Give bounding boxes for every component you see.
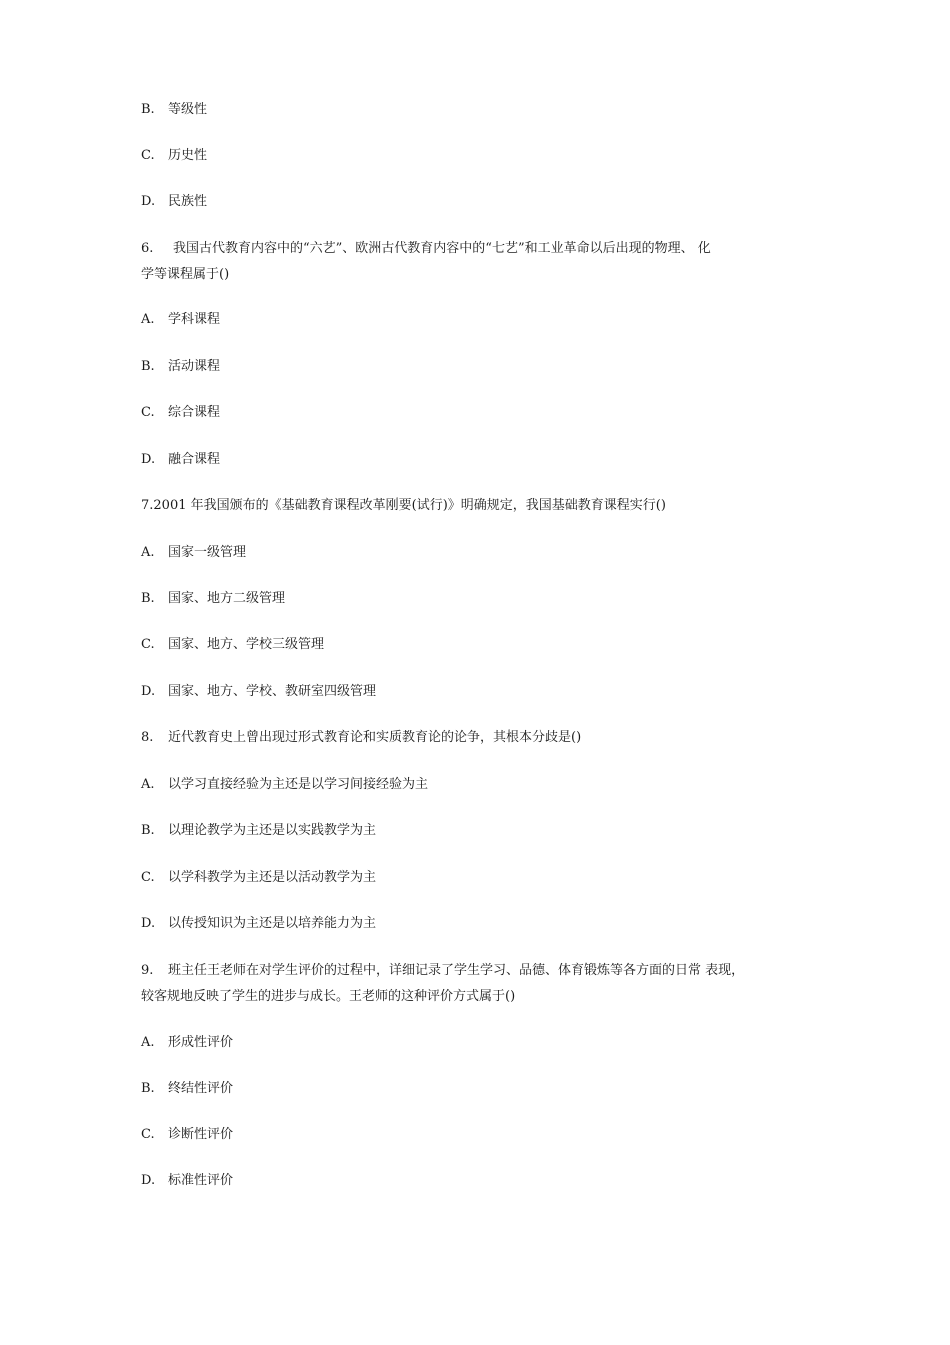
option-letter: D. bbox=[141, 684, 156, 699]
question-text: 7.2001 年我国颁布的《基础教育课程改革刚要(试行)》明确规定，我国基础教育课程实行() bbox=[141, 498, 666, 513]
option-text: 历史性 bbox=[168, 148, 208, 163]
question-text: 学等课程属于() bbox=[141, 267, 230, 282]
option-text: 形成性评价 bbox=[168, 1035, 234, 1050]
q8-option-c bbox=[141, 869, 376, 887]
q9-option-c bbox=[141, 1126, 233, 1144]
option-letter: A. bbox=[141, 777, 155, 792]
question-text: 较客规地反映了学生的进步与成长。王老师的这种评价方式属于() bbox=[141, 989, 516, 1004]
q6-option-a bbox=[141, 311, 220, 329]
option-letter: B. bbox=[141, 591, 155, 606]
q5-option-c bbox=[141, 147, 207, 165]
option-letter: A. bbox=[141, 312, 155, 327]
q8-option-d bbox=[141, 915, 376, 933]
option-text: 标准性评价 bbox=[168, 1173, 234, 1188]
q7-stem-line1 bbox=[141, 497, 666, 515]
option-text: 活动课程 bbox=[168, 359, 221, 374]
q9-stem-line2 bbox=[141, 988, 515, 1006]
option-letter: B. bbox=[141, 359, 155, 374]
option-text: 国家、地方、学校、教研室四级管理 bbox=[168, 684, 377, 699]
q9-stem-line1 bbox=[141, 962, 744, 980]
option-letter: D. bbox=[141, 452, 156, 467]
option-letter: C. bbox=[141, 405, 155, 420]
q9-option-a bbox=[141, 1034, 233, 1052]
q6-option-d bbox=[141, 451, 220, 469]
q6-stem-line1 bbox=[141, 240, 711, 258]
question-number: 9. bbox=[141, 963, 154, 978]
q9-option-d bbox=[141, 1172, 233, 1190]
option-letter: B. bbox=[141, 823, 155, 838]
option-text: 以学习直接经验为主还是以学习间接经验为主 bbox=[168, 777, 429, 792]
q6-stem-line2 bbox=[141, 266, 229, 284]
question-number: 6. bbox=[141, 241, 154, 256]
option-text: 国家、地方、学校三级管理 bbox=[168, 637, 325, 652]
q8-option-a bbox=[141, 776, 428, 794]
option-letter: B. bbox=[141, 102, 155, 117]
option-letter: B. bbox=[141, 1081, 155, 1096]
question-text: 我国古代教育内容中的“六艺”、欧洲古代教育内容中的“七艺”和工业革命以后出现的物理、 化 bbox=[173, 241, 711, 256]
option-letter: C. bbox=[141, 637, 155, 652]
option-letter: D. bbox=[141, 194, 156, 209]
option-letter: A. bbox=[141, 1035, 155, 1050]
option-text: 民族性 bbox=[168, 194, 208, 209]
q5-option-d bbox=[141, 193, 207, 211]
option-text: 国家一级管理 bbox=[168, 545, 247, 560]
option-text: 国家、地方二级管理 bbox=[168, 591, 286, 606]
q9-option-b bbox=[141, 1080, 233, 1098]
q7-option-c bbox=[141, 636, 324, 654]
q7-option-a bbox=[141, 544, 246, 562]
option-letter: D. bbox=[141, 916, 156, 931]
q8-stem-line1 bbox=[141, 729, 581, 747]
option-letter: D. bbox=[141, 1173, 156, 1188]
option-letter: C. bbox=[141, 870, 155, 885]
question-text: 班主任王老师在对学生评价的过程中，详细记录了学生学习、品德、体育锻炼等各方面的日常 表现， bbox=[168, 963, 745, 978]
option-text: 终结性评价 bbox=[168, 1081, 234, 1096]
option-text: 学科课程 bbox=[168, 312, 221, 327]
q5-option-b bbox=[141, 101, 207, 119]
option-letter: A. bbox=[141, 545, 155, 560]
option-text: 综合课程 bbox=[168, 405, 221, 420]
option-letter: C. bbox=[141, 148, 155, 163]
option-text: 以理论教学为主还是以实践教学为主 bbox=[168, 823, 377, 838]
option-text: 等级性 bbox=[168, 102, 208, 117]
q6-option-b bbox=[141, 358, 220, 376]
question-number: 8. bbox=[141, 730, 154, 745]
option-text: 融合课程 bbox=[168, 452, 221, 467]
option-text: 以传授知识为主还是以培养能力为主 bbox=[168, 916, 377, 931]
q8-option-b bbox=[141, 822, 376, 840]
option-letter: C. bbox=[141, 1127, 155, 1142]
q6-option-c bbox=[141, 404, 220, 422]
q7-option-b bbox=[141, 590, 285, 608]
q7-option-d bbox=[141, 683, 376, 701]
option-text: 诊断性评价 bbox=[168, 1127, 234, 1142]
option-text: 以学科教学为主还是以活动教学为主 bbox=[168, 870, 377, 885]
question-text: 近代教育史上曾出现过形式教育论和实质教育论的论争，其根本分歧是() bbox=[168, 730, 582, 745]
